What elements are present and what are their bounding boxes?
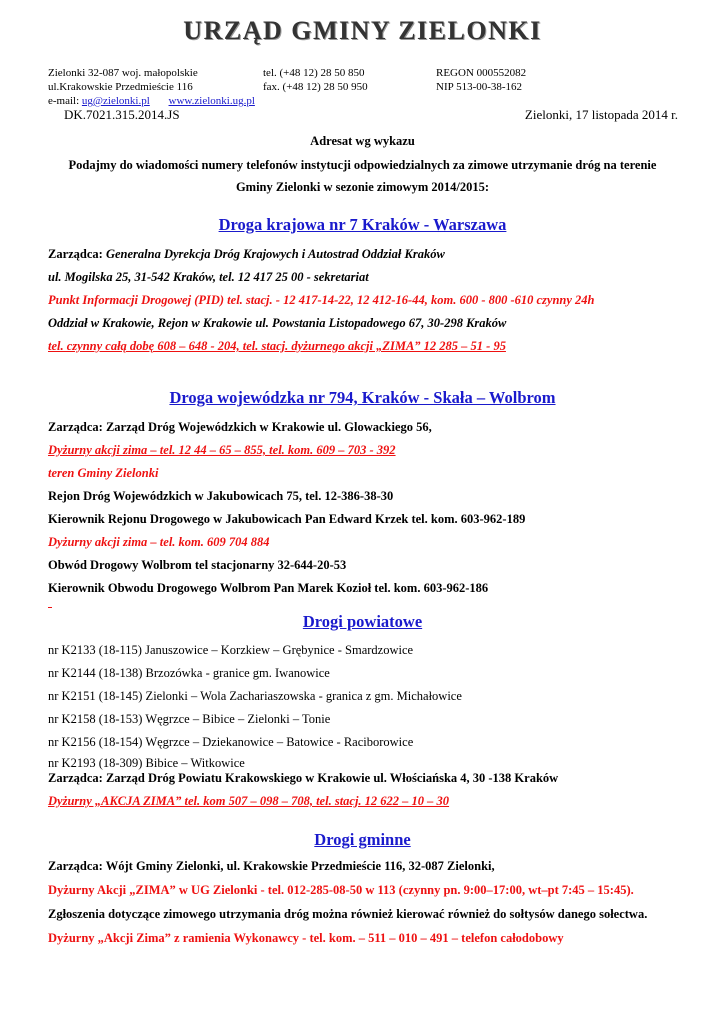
voivodeship-road-duty: Dyżurny akcji zima – tel. 12 44 – 65 – 855, tel. kom. 609 – 703 - 392 xyxy=(48,443,396,457)
intro-line-1: Podajmy do wiadomości numery telefonów instytucji odpowiedzialnych za zimowe utrzymanie dróg na terenie xyxy=(68,158,657,172)
section-heading-national-road: Droga krajowa nr 7 Kraków - Warszawa xyxy=(218,215,507,234)
national-road-pid: Punkt Informacji Drogowej (PID) tel. stacj. - 12 417-14-22, 12 412-16-44, kom. 600 - 800 -610 czynny 24h xyxy=(48,293,595,307)
section-heading-county-roads: Drogi powiatowe xyxy=(302,612,423,631)
list-item: nr K2158 (18-153) Węgrzce – Bibice – Zielonki – Tonie xyxy=(48,712,331,726)
municipal-road-manager: Zarządca: Wójt Gminy Zielonki, ul. Krakowskie Przedmieście 116, 32-087 Zielonki, xyxy=(48,859,495,873)
page-title: URZĄD GMINY ZIELONKI xyxy=(183,16,542,45)
red-mark xyxy=(48,607,52,608)
voivodeship-road-district: Rejon Dróg Wojewódzkich w Jakubowicach 75, tel. 12-386-38-30 xyxy=(48,489,394,503)
national-road-branch: Oddział w Krakowie, Rejon w Krakowie ul. Powstania Listopadowego 67, 30-298 Kraków xyxy=(48,316,507,330)
national-road-manager xyxy=(48,247,445,262)
national-road-phone: tel. czynny całą dobę 608 – 648 - 204, tel. stacj. dyżurnego akcji „ZIMA” 12 285 – 51 - 95 xyxy=(48,339,506,353)
section-heading-municipal-roads: Drogi gminne xyxy=(314,830,411,849)
reference-number: DK.7021.315.2014.JS xyxy=(64,107,180,122)
manager-label: Zarządca: xyxy=(48,247,106,261)
voivodeship-road-circuit-head: Kierownik Obwodu Drogowego Wolbrom Pan Marek Kozioł tel. kom. 603-962-186 xyxy=(48,581,489,595)
fax-number: fax. (+48 12) 28 50 950 xyxy=(263,81,368,93)
national-road-address: ul. Mogilska 25, 31-542 Kraków, tel. 12 417 25 00 - sekretariat xyxy=(48,270,369,284)
voivodeship-road-circuit: Obwód Drogowy Wolbrom tel stacjonarny 32-644-20-53 xyxy=(48,558,347,572)
voivodeship-road-duty-2: Dyżurny akcji zima – tel. kom. 609 704 884 xyxy=(48,535,270,549)
list-item: nr K2151 (18-145) Zielonki – Wola Zachariaszowska - granica z gm. Michałowice xyxy=(48,689,462,703)
email-label: e-mail: xyxy=(48,95,82,107)
regon-number: REGON 000552082 xyxy=(436,67,527,79)
list-item: nr K2193 (18-309) Bibice – Witkowice xyxy=(48,756,245,770)
section-heading-voivodeship-road: Droga wojewódzka nr 794, Kraków - Skała – Wolbrom xyxy=(169,388,556,407)
email-link[interactable]: ug@zielonki.pl xyxy=(81,95,150,107)
nip-number: NIP 513-00-38-162 xyxy=(436,81,523,93)
municipal-road-reports: Zgłoszenia dotyczące zimowego utrzymania dróg można również kierować również do sołtysów danego sołectwa. xyxy=(48,907,648,921)
document-date: Zielonki, 17 listopada 2014 r. xyxy=(524,107,678,122)
list-item: nr K2156 (18-154) Węgrzce – Dziekanowice – Batowice - Raciborowice xyxy=(48,735,414,749)
county-road-manager: Zarządca: Zarząd Dróg Powiatu Krakowskiego w Krakowie ul. Włościańska 4, 30 -138 Kraków xyxy=(48,771,559,785)
website-link[interactable]: www.zielonki.ug.pl xyxy=(168,95,255,107)
address-line-1: Zielonki 32-087 woj. małopolskie xyxy=(48,67,198,79)
list-item: nr K2144 (18-138) Brzozówka - granice gm. Iwanowice xyxy=(48,666,330,680)
addressee: Adresat wg wykazu xyxy=(310,134,415,148)
county-road-duty: Dyżurny „AKCJA ZIMA” tel. kom 507 – 098 – 708, tel. stacj. 12 622 – 10 – 30 xyxy=(48,794,450,808)
voivodeship-road-manager: Zarządca: Zarząd Dróg Wojewódzkich w Krakowie ul. Glowackiego 56, xyxy=(48,420,432,434)
manager-name: Generalna Dyrekcja Dróg Krajowych i Autostrad Oddział Kraków xyxy=(105,247,445,261)
phone-number: tel. (+48 12) 28 50 850 xyxy=(263,67,365,79)
voivodeship-road-area: teren Gminy Zielonki xyxy=(48,466,159,480)
intro-line-2: Gminy Zielonki w sezonie zimowym 2014/2015: xyxy=(235,180,490,194)
address-line-2: ul.Krakowskie Przedmieście 116 xyxy=(48,81,193,93)
voivodeship-road-district-head: Kierownik Rejonu Drogowego w Jakubowicach Pan Edward Krzek tel. kom. 603-962-189 xyxy=(48,512,526,526)
municipal-road-duty: Dyżurny Akcji „ZIMA” w UG Zielonki - tel. 012-285-08-50 w 113 (czynny pn. 9:00–17:00, wt–pt 7:45 – 15:45). xyxy=(48,883,634,897)
list-item: nr K2133 (18-115) Januszowice – Korzkiew – Grębynice - Smardzowice xyxy=(48,643,414,657)
municipal-road-contractor: Dyżurny „Akcji Zima” z ramienia Wykonawcy - tel. kom. – 511 – 010 – 491 – telefon całodobowy xyxy=(48,931,564,945)
